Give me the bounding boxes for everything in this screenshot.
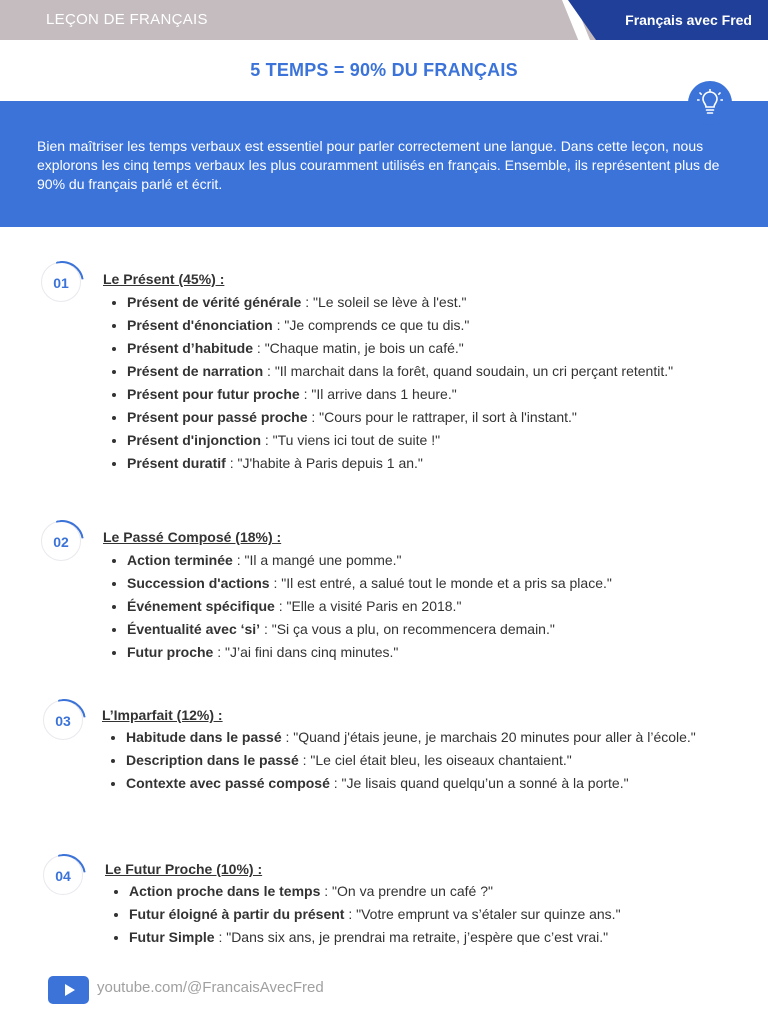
list-item: • Présent duratif : "J'habite à Paris depuis 1 an." — [127, 452, 727, 475]
section-number: 04 — [43, 855, 83, 895]
list-item: • Succession d'actions : "Il est entré, a salué tout le monde et a pris sa place." — [127, 572, 737, 595]
list-item: • Action proche dans le temps : "On va prendre un café ?" — [129, 880, 749, 903]
list-item: • Action terminée : "Il a mangé une pomme." — [127, 549, 737, 572]
usage-list — [103, 549, 737, 664]
section-number: 03 — [43, 700, 83, 740]
list-item: • Présent de narration : "Il marchait dans la forêt, quand soudain, un cri perçant retentit." — [127, 360, 727, 383]
list-item: • Futur Simple : "Dans six ans, je prendrai ma retraite, j’espère que c’est vrai." — [129, 926, 749, 949]
usage-list — [103, 291, 727, 475]
list-item: • Futur éloigné à partir du présent : "Votre emprunt va s’étaler sur quinze ans." — [129, 903, 749, 926]
list-item: • Présent de vérité générale : "Le soleil se lève à l'est." — [127, 291, 727, 314]
lesson-label: LEÇON DE FRANÇAIS — [46, 11, 208, 28]
usage-list — [105, 880, 749, 949]
list-item: • Présent d’habitude : "Chaque matin, je bois un café." — [127, 337, 727, 360]
intro-text: Bien maîtriser les temps verbaux est essentiel pour parler correctement une langue. Dans cette leçon, nous explorons les cinq temps verbaux les plus couramment utilisés en français. Ensemble, ils représentent plus de 90% du français parlé et écrit. — [37, 138, 720, 192]
section-title: L’Imparfait (12%) : — [102, 707, 223, 723]
list-item: • Événement spécifique : "Elle a visité Paris en 2018." — [127, 595, 737, 618]
section-title: Le Présent (45%) : — [103, 271, 225, 287]
top-banner — [0, 0, 768, 40]
intro-band — [0, 101, 768, 227]
list-item: • Présent pour futur proche : "Il arrive dans 1 heure." — [127, 383, 727, 406]
usage-list — [102, 726, 726, 795]
list-item: • Contexte avec passé composé : "Je lisais quand quelqu’un a sonné à la porte." — [126, 772, 726, 795]
list-item: • Futur proche : "J’ai fini dans cinq minutes." — [127, 641, 737, 664]
section-number: 01 — [41, 262, 81, 302]
list-item: • Présent pour passé proche : "Cours pour le rattraper, il sort à l'instant." — [127, 406, 727, 429]
play-icon[interactable] — [48, 976, 89, 1004]
brand-label: Français avec Fred — [625, 12, 752, 28]
youtube-link[interactable]: youtube.com/@FrancaisAvecFred — [97, 979, 324, 996]
page-title: 5 TEMPS = 90% DU FRANÇAIS — [250, 60, 518, 80]
list-item: • Description dans le passé : "Le ciel était bleu, les oiseaux chantaient." — [126, 749, 726, 772]
section-title: Le Futur Proche (10%) : — [105, 861, 263, 877]
section-title: Le Passé Composé (18%) : — [103, 529, 282, 545]
list-item: • Présent d'injonction : "Tu viens ici tout de suite !" — [127, 429, 727, 452]
section-number: 02 — [41, 521, 81, 561]
list-item: • Présent d'énonciation : "Je comprends ce que tu dis." — [127, 314, 727, 337]
list-item: • Éventualité avec ‘si’ : "Si ça vous a plu, on recommencera demain." — [127, 618, 737, 641]
list-item: • Habitude dans le passé : "Quand j'étais jeune, je marchais 20 minutes pour aller à l’école." — [126, 726, 726, 749]
lightbulb-icon — [688, 81, 732, 125]
